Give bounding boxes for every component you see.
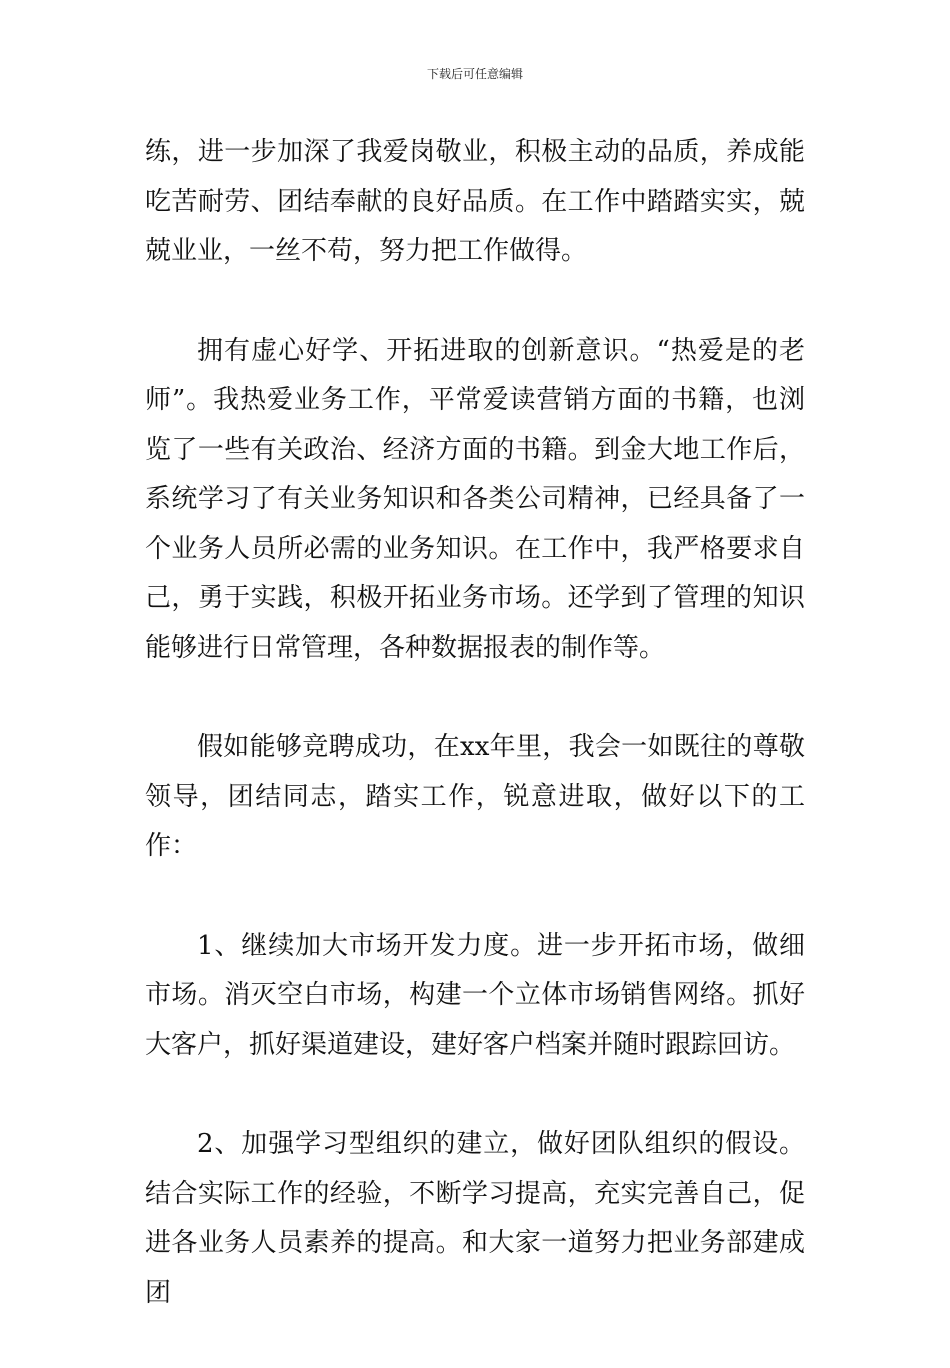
paragraph-item-2: 2、加强学习型组织的建立，做好团队组织的假设。结合实际工作的经验，不断学习提高，充实完善自己，促进各业务人员素养的提高。和大家一道努力把业务部建成团 (145, 1129, 805, 1308)
paragraph-innovation: 拥有虚心好学、开拓进取的创新意识。“热爱是的老师”。我热爱业务工作，平常爱读营销方面的书籍，也浏览了一些有关政治、经济方面的书籍。到金大地工作后，系统学习了有关业务知识和各类公司精神，已经具备了一个业务人员所必需的业务知识。在工作中，我严格要求自己，勇于实践，积极开拓业务市场。还学到了管理的知识能够进行日常管理，各种数据报表的制作等。 (145, 335, 805, 663)
page-header: 下载后可任意编辑 (426, 67, 523, 81)
paragraph-continuation: 练，进一步加深了我爱岗敬业，积极主动的品质，养成能吃苦耐劳、团结奉献的良好品质。在工作中踏踏实实，兢兢业业，一丝不苟，努力把工作做得。 (145, 137, 805, 266)
paragraph-item-1: 1、继续加大市场开发力度。进一步开拓市场，做细市场。消灭空白市场，构建一个立体市场销售网络。抓好大客户，抓好渠道建设，建好客户档案并随时跟踪回访。 (145, 930, 805, 1060)
paragraph-commitment: 假如能够竞聘成功，在xx年里，我会一如既往的尊敬领导，团结同志，踏实工作，锐意进取，做好以下的工作： (145, 732, 805, 861)
document-body (145, 128, 805, 1368)
